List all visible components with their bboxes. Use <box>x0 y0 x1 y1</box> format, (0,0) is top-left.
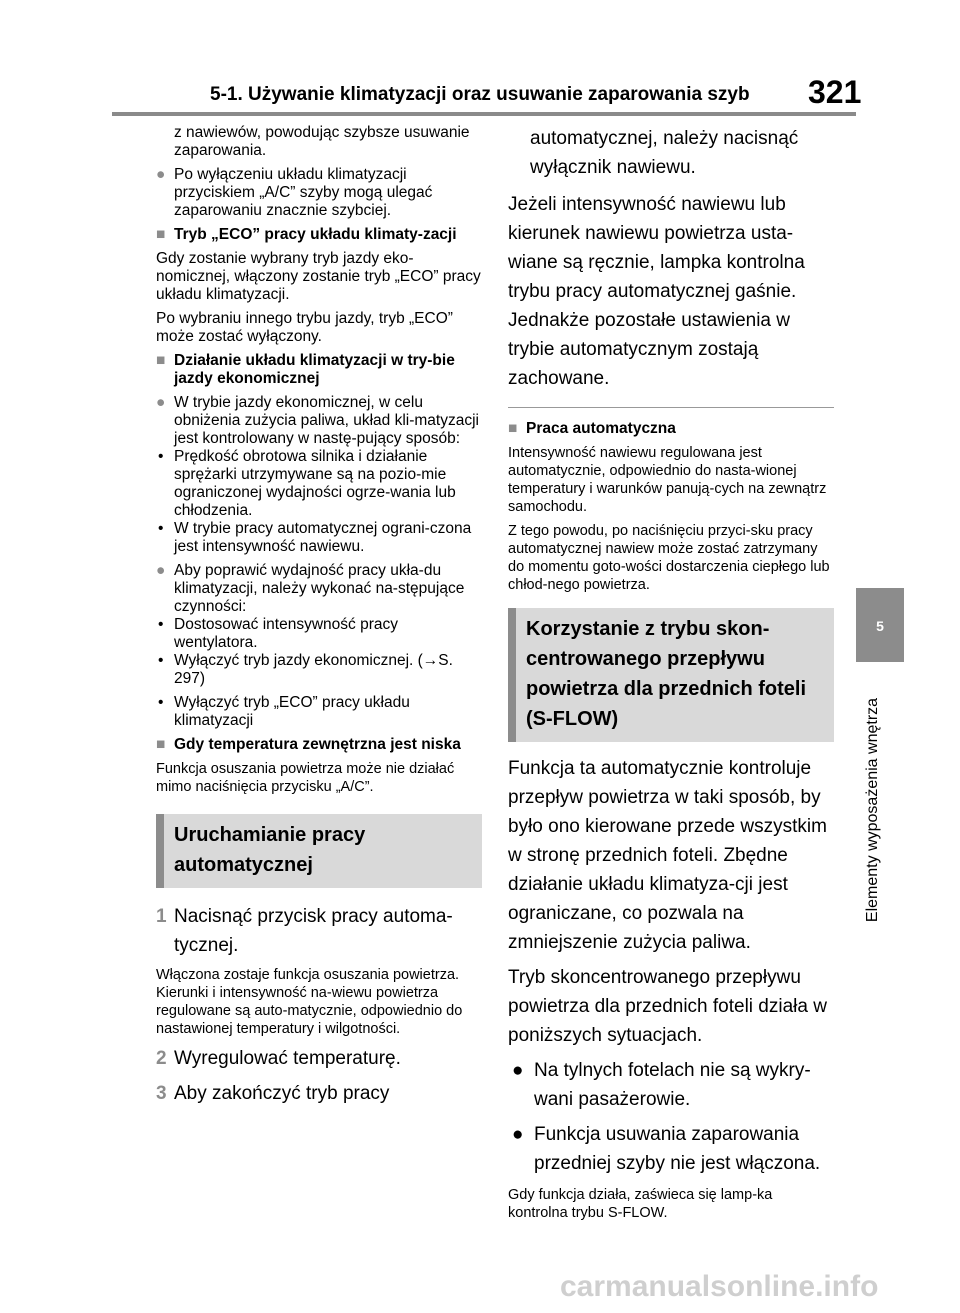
dash-item: • Wyłączyć tryb „ECO” pracy układu klimatyzacji <box>158 694 410 729</box>
bullet-icon: ● <box>156 562 166 579</box>
paragraph: Tryb skoncentrowanego przepływu powietrza dla przednich foteli działa w poniższych sytuacjach. <box>508 967 827 1046</box>
subheading-eco: ■ Tryb „ECO” pracy układu klimaty-zacji <box>156 226 457 243</box>
step-1: 1 Nacisnąć przycisk pracy automa-tycznej. <box>156 906 453 956</box>
right-column <box>508 124 834 1228</box>
dash-item: • Prędkość obrotowa silnika i działanie sprężarki utrzymywane są na pozio-mie ograniczonej wydajności ogrze-wania lub chłodzenia. <box>158 448 456 519</box>
bullet-icon: ● <box>512 1060 524 1081</box>
page-number: 321 <box>808 74 862 110</box>
paragraph: Jeżeli intensywność nawiewu lub kierunek nawiewu powietrza usta-wiane są ręcznie, lampka kontrolna trybu pracy automatycznej gaśnie. Jednakże pozostałe ustawienia w trybie automatycznym zostają zachowane. <box>508 194 805 389</box>
continued-text: z nawiewów, powodując szybsze usuwanie zaparowania. <box>174 124 470 159</box>
paragraph: Funkcja ta automatycznie kontroluje przepływ powietrza w taki sposób, by było ono kierowane przede wszystkim w stronę przednich foteli. Zbędne działanie układu klimatyza-cji jest ograniczane, co pozwala na zmniejszenie zużycia paliwa. <box>508 758 827 953</box>
note: Gdy funkcja działa, zaświeca się lamp-ka kontrolna trybu S-FLOW. <box>508 1187 773 1221</box>
step-2: 2 Wyregulować temperaturę. <box>156 1048 401 1069</box>
chapter-label: Elementy wyposażenia wnętrza <box>864 697 881 923</box>
list-item: ● Po wyłączeniu układu klimatyzacji przyciskiem „A/C” szyby mogą ulegać zaparowaniu znacznie szybciej. <box>156 166 433 219</box>
square-bullet-icon: ■ <box>156 226 166 243</box>
paragraph: Intensywność nawiewu regulowana jest automatycznie, odpowiednio do nasta-wionej temperatury i warunków panują-cych na zewnątrz samochodu. <box>508 445 827 515</box>
subheading-economy: ■ Działanie układu klimatyzacji w try-bie jazdy ekonomicznej <box>156 352 455 387</box>
square-bullet-icon: ■ <box>156 736 166 753</box>
list-item: ● Na tylnych fotelach nie są wykry-wani pasażerowie. <box>508 1056 834 1114</box>
step-note: Włączona zostaje funkcja osuszania powietrza. Kierunki i intensywność na-wiewu powietrza regulowane są auto-matycznie, odpowiednio do nastawionej temperatury i wilgotności. <box>156 967 463 1037</box>
section-heading-auto: Uruchamianie pracy automatycznej <box>156 814 482 888</box>
left-column <box>156 124 482 1108</box>
square-bullet-icon: ■ <box>508 420 518 437</box>
bullet-icon: ● <box>156 166 166 183</box>
list-item: ● Aby poprawić wydajność pracy ukła-du klimatyzacji, należy wykonać na-stępujące czynności: <box>156 562 465 615</box>
divider <box>508 407 834 408</box>
chapter-number: 5 <box>876 618 884 634</box>
bullet-icon: ● <box>156 394 166 411</box>
chapter-tab <box>856 588 904 662</box>
header-divider <box>112 112 856 116</box>
paragraph: Z tego powodu, po naciśnięciu przyci-sku pracy automatycznej nawiew może zostać zatrzymany do momentu goto-wości dostarczenia ciepłego lub chłod-nego powietrza. <box>508 523 830 593</box>
continued-text: automatycznej, należy nacisnąć wyłącznik nawiewu. <box>530 128 799 178</box>
list-item: ● W trybie jazdy ekonomicznej, w celu obniżenia zużycia paliwa, układ kli-matyzacji jest kontrolowany w nastę-pujący sposób: <box>156 394 479 447</box>
step-3: 3 Aby zakończyć tryb pracy <box>156 1083 390 1104</box>
list-item: ● Funkcja usuwania zaparowania przedniej szyby nie jest włączona. <box>508 1120 834 1178</box>
section-heading-sflow: Korzystanie z trybu skon-centrowanego przepływu powietrza dla przednich foteli (S-FLOW) <box>508 608 834 742</box>
dash-item: • Dostosować intensywność pracy wentylatora. <box>158 616 398 651</box>
paragraph: Funkcja osuszania powietrza może nie działać mimo naciśnięcia przycisku „A/C”. <box>156 761 455 795</box>
dash-item: • Wyłączyć tryb jazdy ekonomicznej. (→S. 297) <box>158 652 453 687</box>
dash-item: • W trybie pracy automatycznej ograni-czona jest intensywność nawiewu. <box>158 520 472 555</box>
subheading-low-temp: ■ Gdy temperatura zewnętrzna jest niska <box>156 736 461 753</box>
bullet-icon: ● <box>512 1124 524 1145</box>
header-title: 5-1. Używanie klimatyzacji oraz usuwanie zaparowania szyb <box>210 84 750 105</box>
subheading-auto: ■ Praca automatyczna <box>508 420 676 437</box>
square-bullet-icon: ■ <box>156 352 166 369</box>
watermark: carmanualsonline.info <box>560 1270 879 1303</box>
paragraph: Gdy zostanie wybrany tryb jazdy eko-nomicznej, włączony zostanie tryb „ECO” pracy układu klimatyzacji. <box>156 250 481 303</box>
paragraph: Po wybraniu innego trybu jazdy, tryb „ECO” może zostać wyłączony. <box>156 310 453 345</box>
